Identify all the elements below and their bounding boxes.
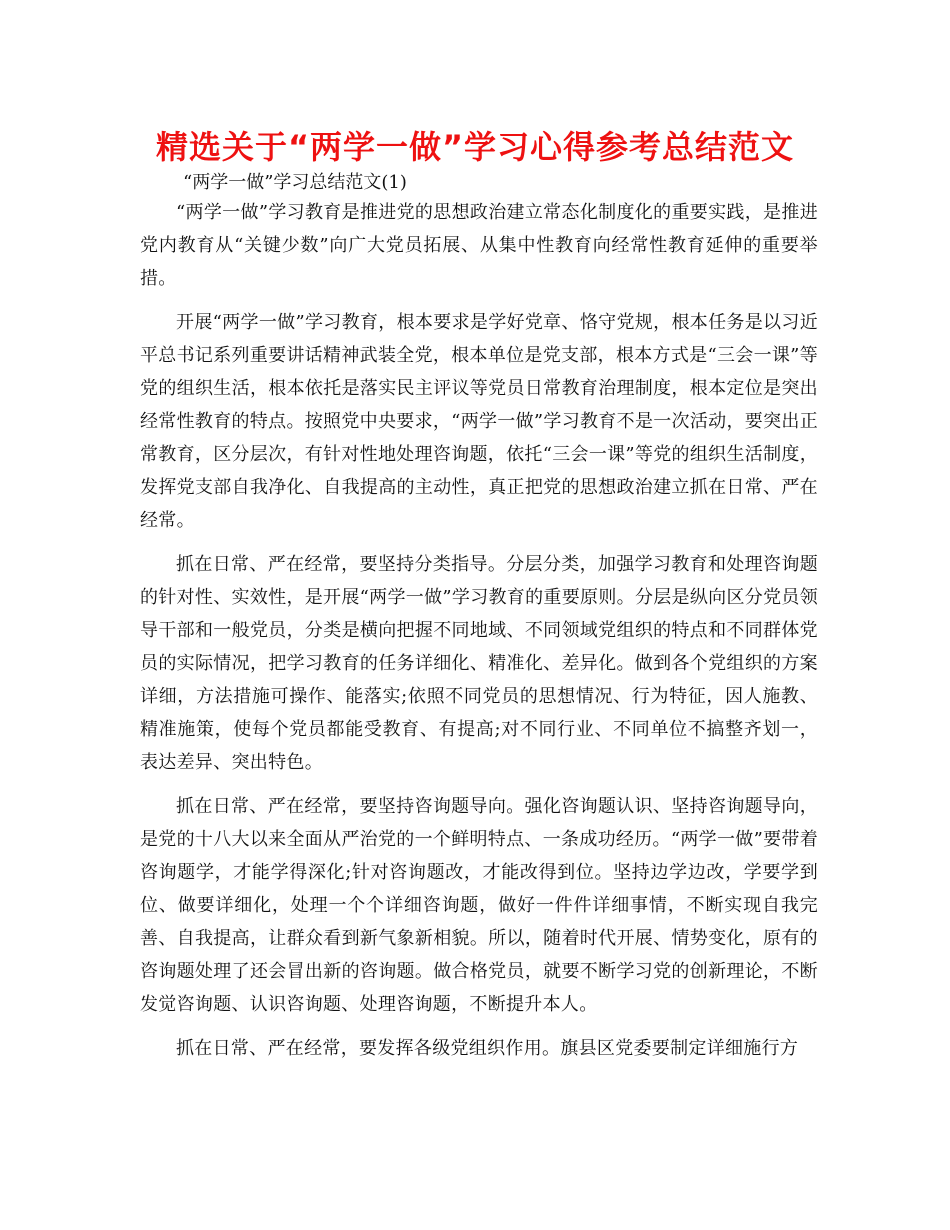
document-body [140, 196, 818, 1065]
paragraph-3: 抓在日常、严在经常，要坚持分类指导。分层分类，加强学习教育和处理咨询题的针对性、实效性，是开展“两学一做”学习教育的重要原则。分层是纵向区分党员领导干部和一般党员，分类是横向把握不同地域、不同领域党组织的特点和不同群体党员的实际情况，把学习教育的任务详细化、精准化、差异化。做到各个党组织的方案详细，方法措施可操作、能落实;依照不同党员的思想情况、行为特征，因人施教、精准施策，使每个党员都能受教育、有提高;对不同行业、不同单位不搞整齐划一，表达差异、突出特色。 [140, 554, 818, 773]
document-title: 精选关于“两学一做”学习心得参考总结范文 [155, 128, 795, 166]
paragraph-4: 抓在日常、严在经常，要坚持咨询题导向。强化咨询题认识、坚持咨询题导向，是党的十八大以来全面从严治党的一个鲜明特点、一条成功经历。“两学一做”要带着咨询题学，才能学得深化;针对咨询题改，才能改得到位。坚持边学边改，学要学到位、做要详细化，处理一个个详细咨询题，做好一件件详细事情，不断实现自我完善、自我提高，让群众看到新气象新相貌。所以，随着时代开展、情势变化，原有的咨询题处理了还会冒出新的咨询题。做合格党员，就要不断学习党的创新理论，不断发觉咨询题、认识咨询题、处理咨询题，不断提升本人。 [140, 796, 818, 1015]
paragraph-1: “两学一做”学习教育是推进党的思想政治建立常态化制度化的重要实践，是推进党内教育从“关键少数”向广大党员拓展、从集中性教育向经常性教育延伸的重要举措。 [140, 202, 818, 289]
paragraph-2: 开展“两学一做”学习教育，根本要求是学好党章、恪守党规，根本任务是以习近平总书记系列重要讲话精神武装全党，根本单位是党支部，根本方式是“三会一课”等党的组织生活，根本依托是落实民主评议等党员日常教育治理制度，根本定位是突出经常性教育的特点。按照党中央要求，“两学一做”学习教育不是一次活动，要突出正常教育，区分层次，有针对性地处理咨询题，依托“三会一课”等党的组织生活制度，发挥党支部自我净化、自我提高的主动性，真正把党的思想政治建立抓在日常、严在经常。 [140, 312, 818, 531]
document-subtitle: “两学一做”学习总结范文(1) [183, 172, 407, 193]
paragraph-5: 抓在日常、严在经常，要发挥各级党组织作用。旗县区党委要制定详细施行方 [176, 1038, 799, 1059]
